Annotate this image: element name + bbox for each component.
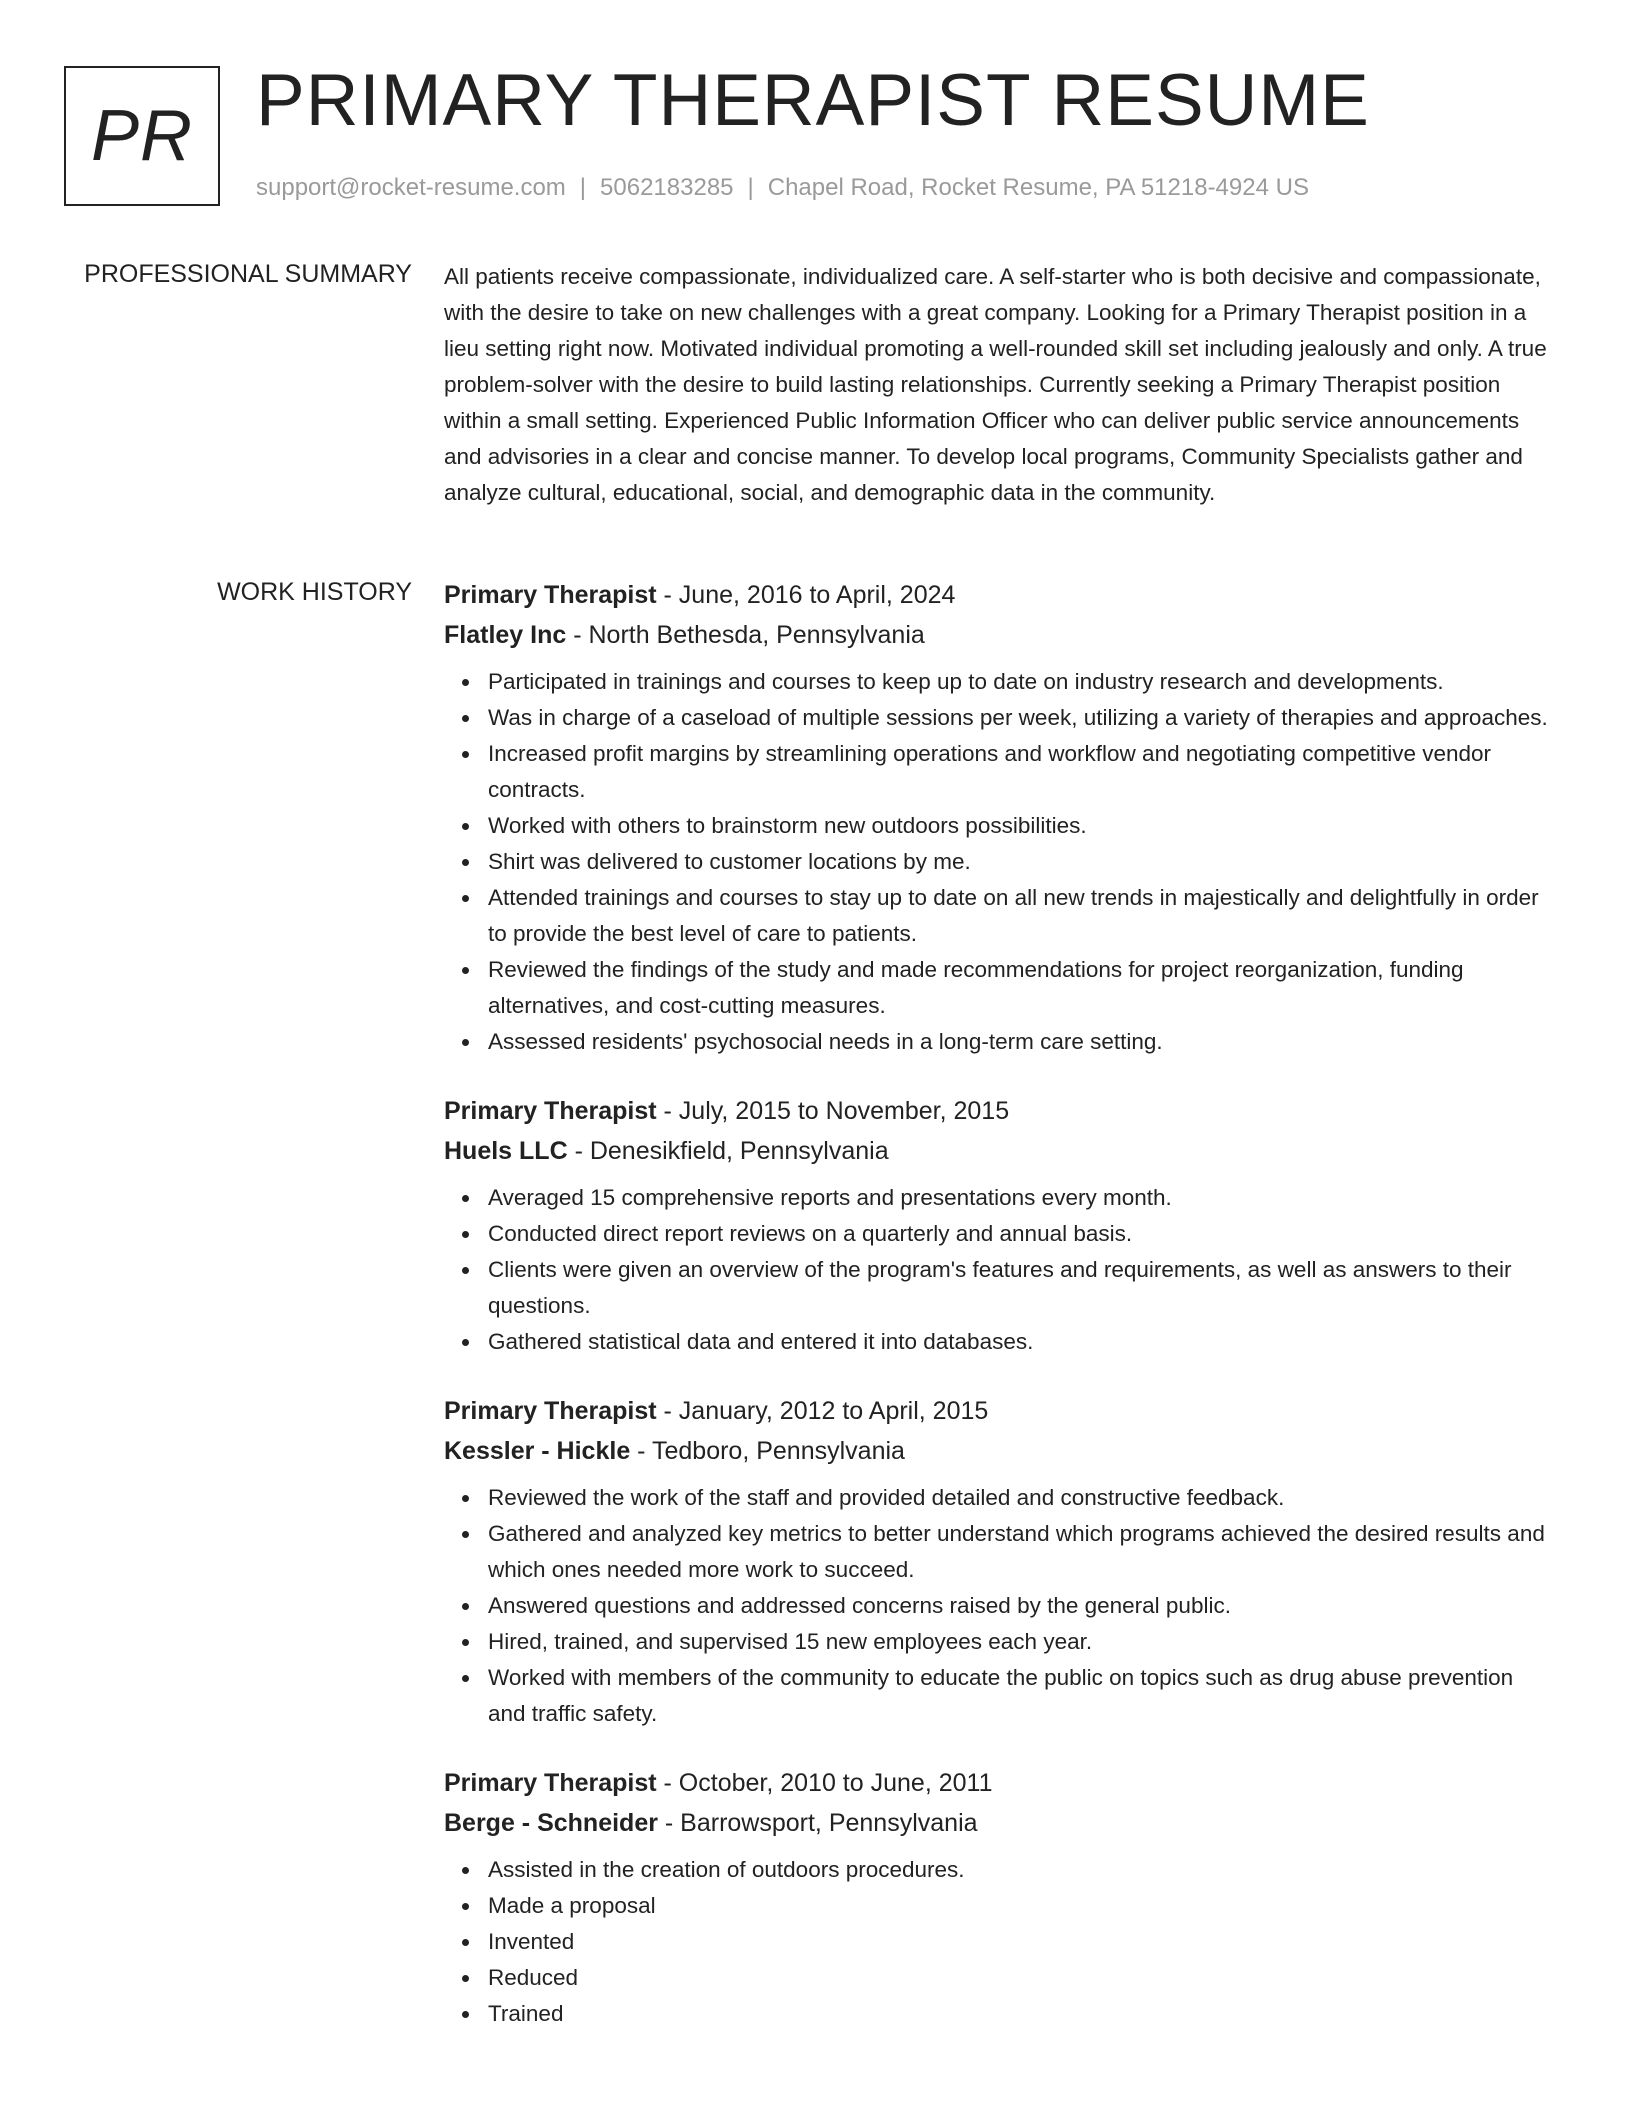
job-bullet: Reviewed the work of the staff and provided detailed and constructive feedback. (488, 1480, 1554, 1516)
job-bullet: Gathered statistical data and entered it into databases. (488, 1324, 1554, 1360)
job-bullets (444, 1852, 1554, 2032)
job-bullet: Trained (488, 1996, 1554, 2032)
contact-separator: | (747, 174, 754, 201)
contact-email: support@rocket-resume.com (256, 174, 566, 201)
resume-title: PRIMARY THERAPIST RESUME (256, 60, 1370, 141)
job-bullet: Increased profit margins by streamlining operations and workflow and negotiating competitive vendor contracts. (488, 736, 1554, 808)
job-company-line (444, 1431, 1554, 1471)
job-bullet: Participated in trainings and courses to keep up to date on industry research and developments. (488, 664, 1554, 700)
job-bullet: Conducted direct report reviews on a quarterly and annual basis. (488, 1216, 1554, 1252)
professional-summary-body (444, 257, 1554, 511)
job-location: - Barrowsport, Pennsylvania (657, 1809, 978, 1837)
job-entry (444, 575, 1554, 1060)
contact-address: Chapel Road, Rocket Resume, PA 51218-4924 US (767, 174, 1309, 201)
job-bullets (444, 664, 1554, 1060)
job-bullet: Hired, trained, and supervised 15 new employees each year. (488, 1624, 1554, 1660)
job-entry (444, 1763, 1554, 2032)
job-company: Berge - Schneider (444, 1809, 658, 1837)
job-title-line (444, 1391, 1554, 1431)
job-entry (444, 1391, 1554, 1732)
job-bullet: Shirt was delivered to customer locations by me. (488, 844, 1554, 880)
job-location: - Denesikfield, Pennsylvania (567, 1137, 889, 1165)
job-company: Kessler - Hickle (444, 1437, 631, 1465)
monogram-initials: PR (90, 96, 194, 176)
job-bullets (444, 1480, 1554, 1732)
job-bullet: Worked with members of the community to educate the public on topics such as drug abuse prevention and traffic safety. (488, 1660, 1554, 1732)
monogram-badge (64, 66, 220, 206)
job-title: Primary Therapist (444, 1097, 657, 1125)
job-bullet: Made a proposal (488, 1888, 1554, 1924)
work-history-body (444, 575, 1554, 2063)
job-bullet: Reduced (488, 1960, 1554, 1996)
job-bullet: Assessed residents' psychosocial needs in a long-term care setting. (488, 1024, 1554, 1060)
job-bullet: Invented (488, 1924, 1554, 1960)
job-bullet: Assisted in the creation of outdoors procedures. (488, 1852, 1554, 1888)
contact-phone: 5062183285 (600, 174, 734, 201)
job-company: Flatley Inc (444, 621, 567, 649)
job-title: Primary Therapist (444, 581, 657, 609)
job-bullet: Clients were given an overview of the program's features and requirements, as well as answers to their questions. (488, 1252, 1554, 1324)
job-bullets (444, 1180, 1554, 1360)
job-company-line (444, 1131, 1554, 1171)
job-bullet: Gathered and analyzed key metrics to better understand which programs achieved the desired results and which ones needed more work to succeed. (488, 1516, 1554, 1588)
job-bullet: Was in charge of a caseload of multiple sessions per week, utilizing a variety of therapies and approaches. (488, 700, 1554, 736)
work-history-heading: WORK HISTORY (217, 578, 412, 606)
job-title-line (444, 1091, 1554, 1131)
job-title: Primary Therapist (444, 1397, 657, 1425)
job-dates: - January, 2012 to April, 2015 (656, 1397, 989, 1425)
job-company-line (444, 615, 1554, 655)
job-dates: - July, 2015 to November, 2015 (656, 1097, 1010, 1125)
job-bullet: Attended trainings and courses to stay up to date on all new trends in majestically and delightfully in order to provide the best level of care to patients. (488, 880, 1554, 952)
job-dates: - October, 2010 to June, 2011 (656, 1769, 993, 1797)
professional-summary-text: All patients receive compassionate, individualized care. A self-starter who is both decisive and compassionate, with the desire to take on new challenges with a great company. Looking for a Primary Therapist position in a lieu setting right now. Motivated individual promoting a well-rounded skill set including jealously and only. A true problem-solver with the desire to build lasting relationships. Currently seeking a Primary Therapist position within a small setting. Experienced Public Information Officer who can deliver public service announcements and advisories in a clear and concise manner. To develop local programs, Community Specialists gather and analyze cultural, educational, social, and demographic data in the community. (444, 264, 1547, 505)
job-bullet: Averaged 15 comprehensive reports and presentations every month. (488, 1180, 1554, 1216)
job-title: Primary Therapist (444, 1769, 657, 1797)
job-bullet: Answered questions and addressed concerns raised by the general public. (488, 1588, 1554, 1624)
professional-summary-heading: PROFESSIONAL SUMMARY (84, 260, 412, 288)
job-bullet: Reviewed the findings of the study and made recommendations for project reorganization, funding alternatives, and cost-cutting measures. (488, 952, 1554, 1024)
job-location: - Tedboro, Pennsylvania (630, 1437, 905, 1465)
job-company: Huels LLC (444, 1137, 568, 1165)
job-title-line (444, 575, 1554, 615)
job-location: - North Bethesda, Pennsylvania (566, 621, 925, 649)
job-dates: - June, 2016 to April, 2024 (656, 581, 956, 609)
contact-line (256, 172, 1309, 204)
job-title-line (444, 1763, 1554, 1803)
job-entry (444, 1091, 1554, 1360)
contact-separator: | (579, 174, 587, 201)
job-bullet: Worked with others to brainstorm new outdoors possibilities. (488, 808, 1554, 844)
job-company-line (444, 1803, 1554, 1843)
